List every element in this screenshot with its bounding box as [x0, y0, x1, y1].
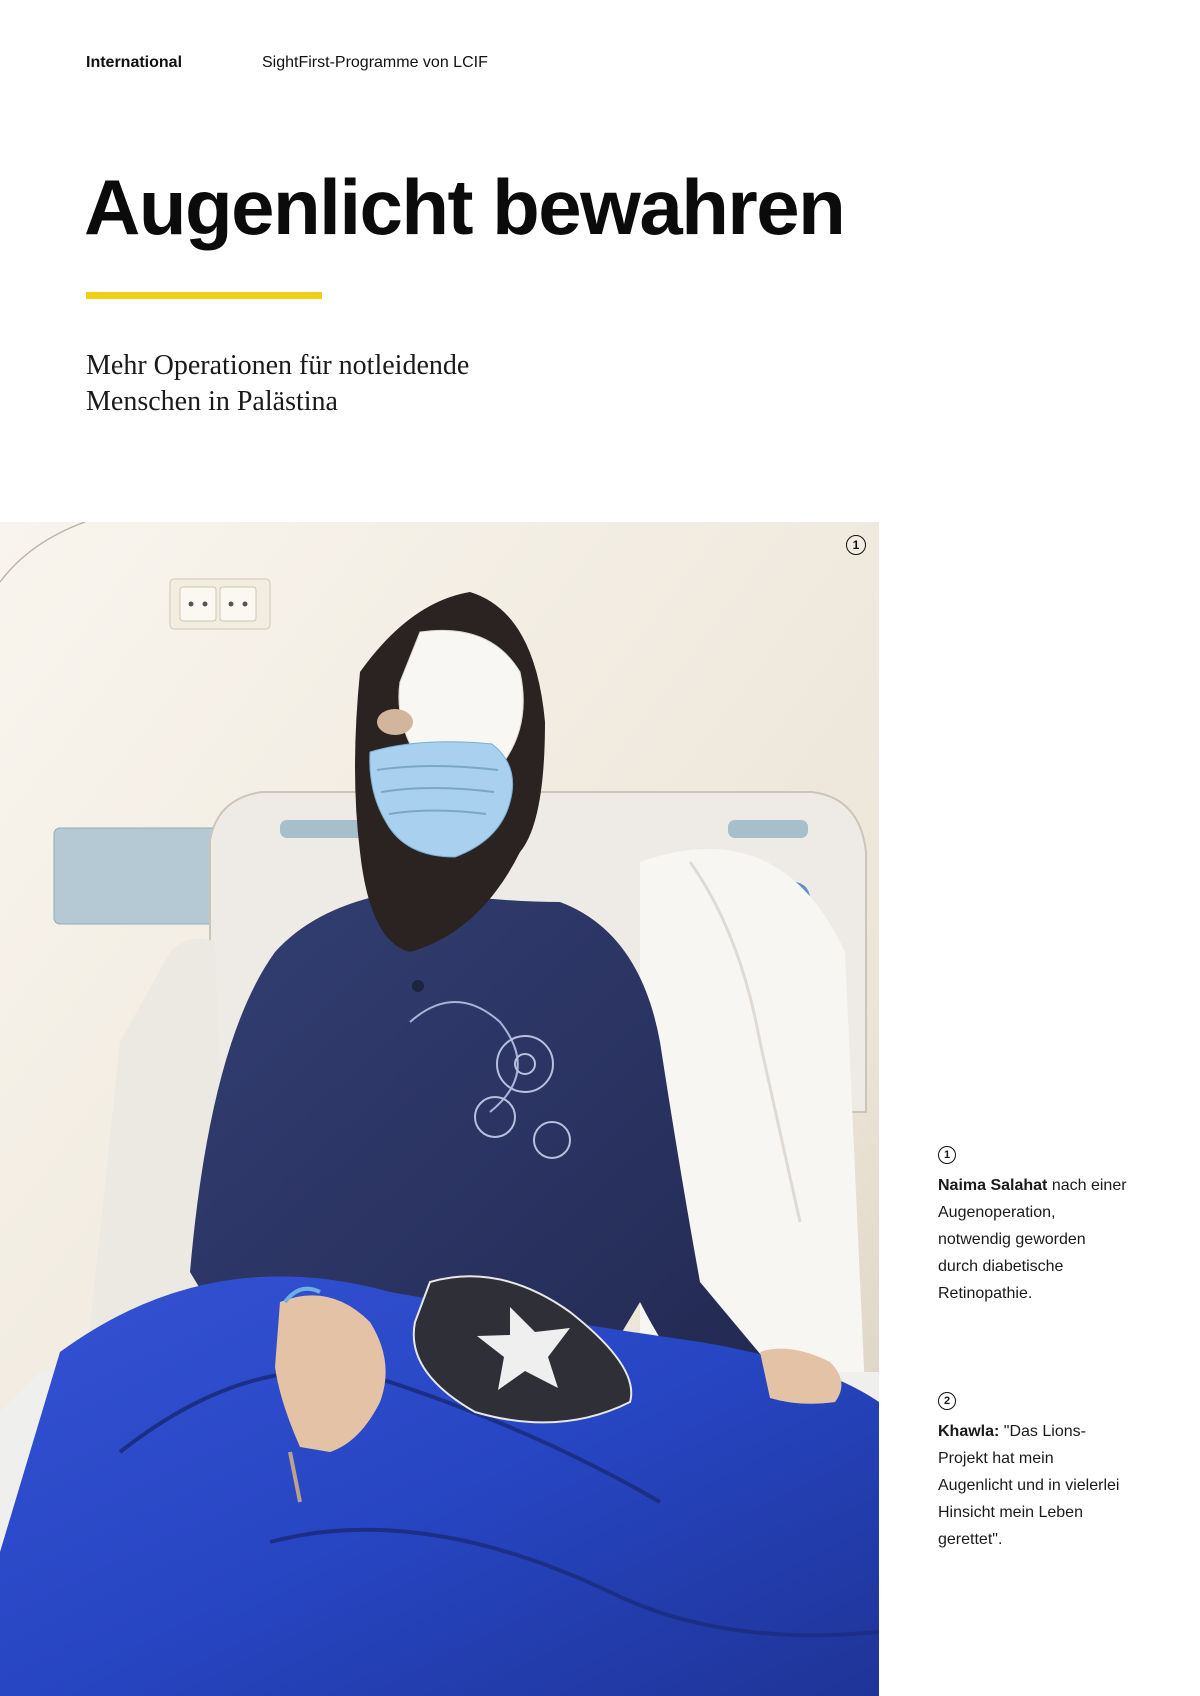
caption-quote: "Das Lions-Projekt hat mein Augenlicht und in vielerlei Hinsicht mein Leben gerettet".	[938, 1423, 1120, 1548]
caption-number-marker: 2	[938, 1392, 956, 1410]
caption-person-name: Naima Salahat	[938, 1177, 1048, 1194]
caption-text: nach einer Augenoperation, notwendig geworden durch diabetische Retinopathie.	[938, 1177, 1127, 1302]
article-subheadline	[86, 348, 606, 420]
section-label: International	[86, 54, 183, 71]
topic-label: SightFirst-Programme von LCIF	[262, 54, 488, 71]
patient-photo-illustration	[0, 522, 879, 1696]
photo-caption-2	[938, 1392, 1128, 1553]
photo-number-marker: 1	[846, 535, 866, 555]
caption-person-name: Khawla:	[938, 1423, 1000, 1440]
subheadline-line-1: Mehr Operationen für notleidende	[86, 350, 470, 381]
subheadline-line-2: Menschen in Palästina	[86, 386, 338, 417]
article-headline: Augenlicht bewahren	[84, 163, 845, 251]
yellow-accent-rule	[86, 292, 322, 299]
patient-photo	[0, 522, 879, 1696]
photo-caption-1	[938, 1146, 1128, 1307]
caption-number-marker: 1	[938, 1146, 956, 1164]
